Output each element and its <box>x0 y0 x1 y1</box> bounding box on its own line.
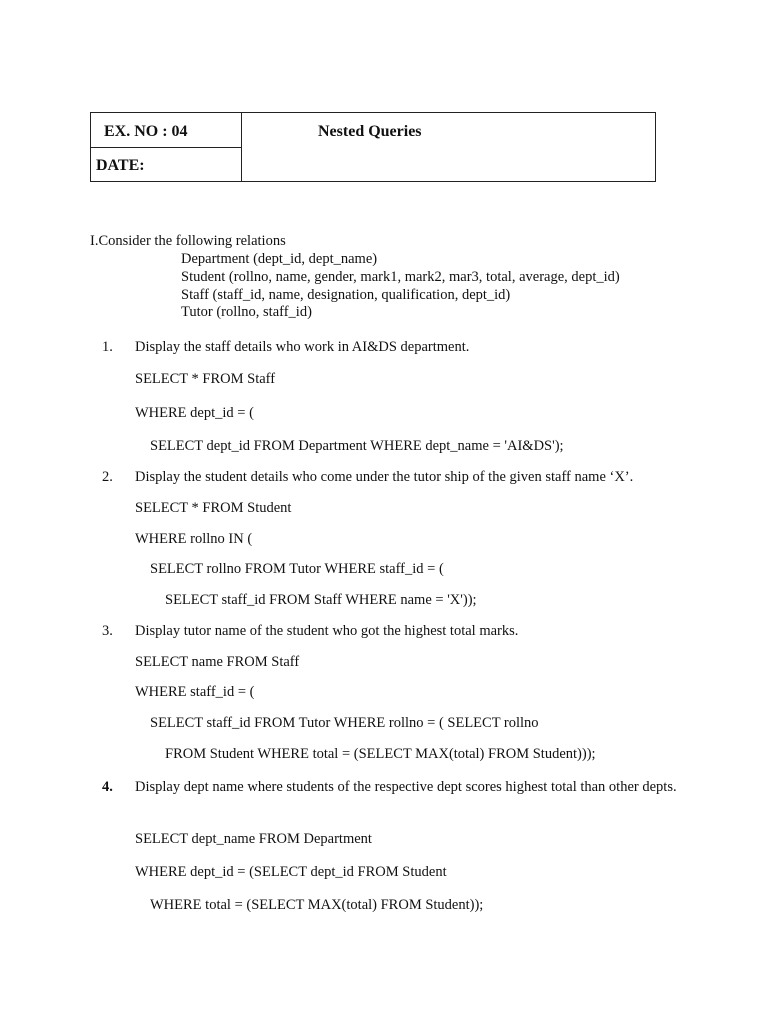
exercise-title: Nested Queries <box>318 123 422 140</box>
question-number: 4. <box>102 779 113 795</box>
relation-student: Student (rollno, name, gender, mark1, mark2, mar3, total, average, dept_id) <box>181 269 620 285</box>
sql-line: WHERE staff_id = ( <box>135 684 255 700</box>
sql-line: WHERE dept_id = (SELECT dept_id FROM Student <box>135 864 447 880</box>
sql-line: SELECT dept_id FROM Department WHERE dept_name = 'AI&DS'); <box>150 438 564 454</box>
relation-tutor: Tutor (rollno, staff_id) <box>181 304 312 320</box>
sql-line: SELECT * FROM Staff <box>135 371 276 387</box>
sql-line: SELECT dept_name FROM Department <box>135 831 372 847</box>
exercise-number: EX. NO : 04 <box>104 123 188 140</box>
sql-line: SELECT * FROM Student <box>135 500 292 516</box>
question-text: Display tutor name of the student who got the highest total marks. <box>135 623 519 639</box>
sql-line: SELECT name FROM Staff <box>135 654 300 670</box>
question-number: 1. <box>102 339 113 355</box>
exercise-header-table <box>90 112 656 182</box>
sql-line: WHERE rollno IN ( <box>135 531 253 547</box>
question-text: Display the staff details who work in AI&DS department. <box>135 339 470 355</box>
question-number: 2. <box>102 469 113 485</box>
relation-department: Department (dept_id, dept_name) <box>181 251 378 267</box>
header-divider-horizontal <box>91 147 241 148</box>
relation-staff: Staff (staff_id, name, designation, qualification, dept_id) <box>181 287 511 303</box>
question-text: Display the student details who come under the tutor ship of the given staff name ‘X’. <box>135 469 634 485</box>
sql-line: SELECT rollno FROM Tutor WHERE staff_id = ( <box>150 561 444 577</box>
header-divider-vertical <box>241 113 242 181</box>
question-number: 3. <box>102 623 113 639</box>
sql-line: FROM Student WHERE total = (SELECT MAX(total) FROM Student))); <box>165 746 596 762</box>
sql-line: SELECT staff_id FROM Tutor WHERE rollno = ( SELECT rollno <box>150 715 539 731</box>
sql-line: SELECT staff_id FROM Staff WHERE name = 'X')); <box>165 592 477 608</box>
question-text: Display dept name where students of the respective dept scores highest total than other depts. <box>135 779 677 795</box>
sql-line: WHERE dept_id = ( <box>135 405 254 421</box>
sql-line: WHERE total = (SELECT MAX(total) FROM Student)); <box>150 897 484 913</box>
exercise-date: DATE: <box>96 157 145 174</box>
intro-text: I.Consider the following relations <box>90 233 286 249</box>
